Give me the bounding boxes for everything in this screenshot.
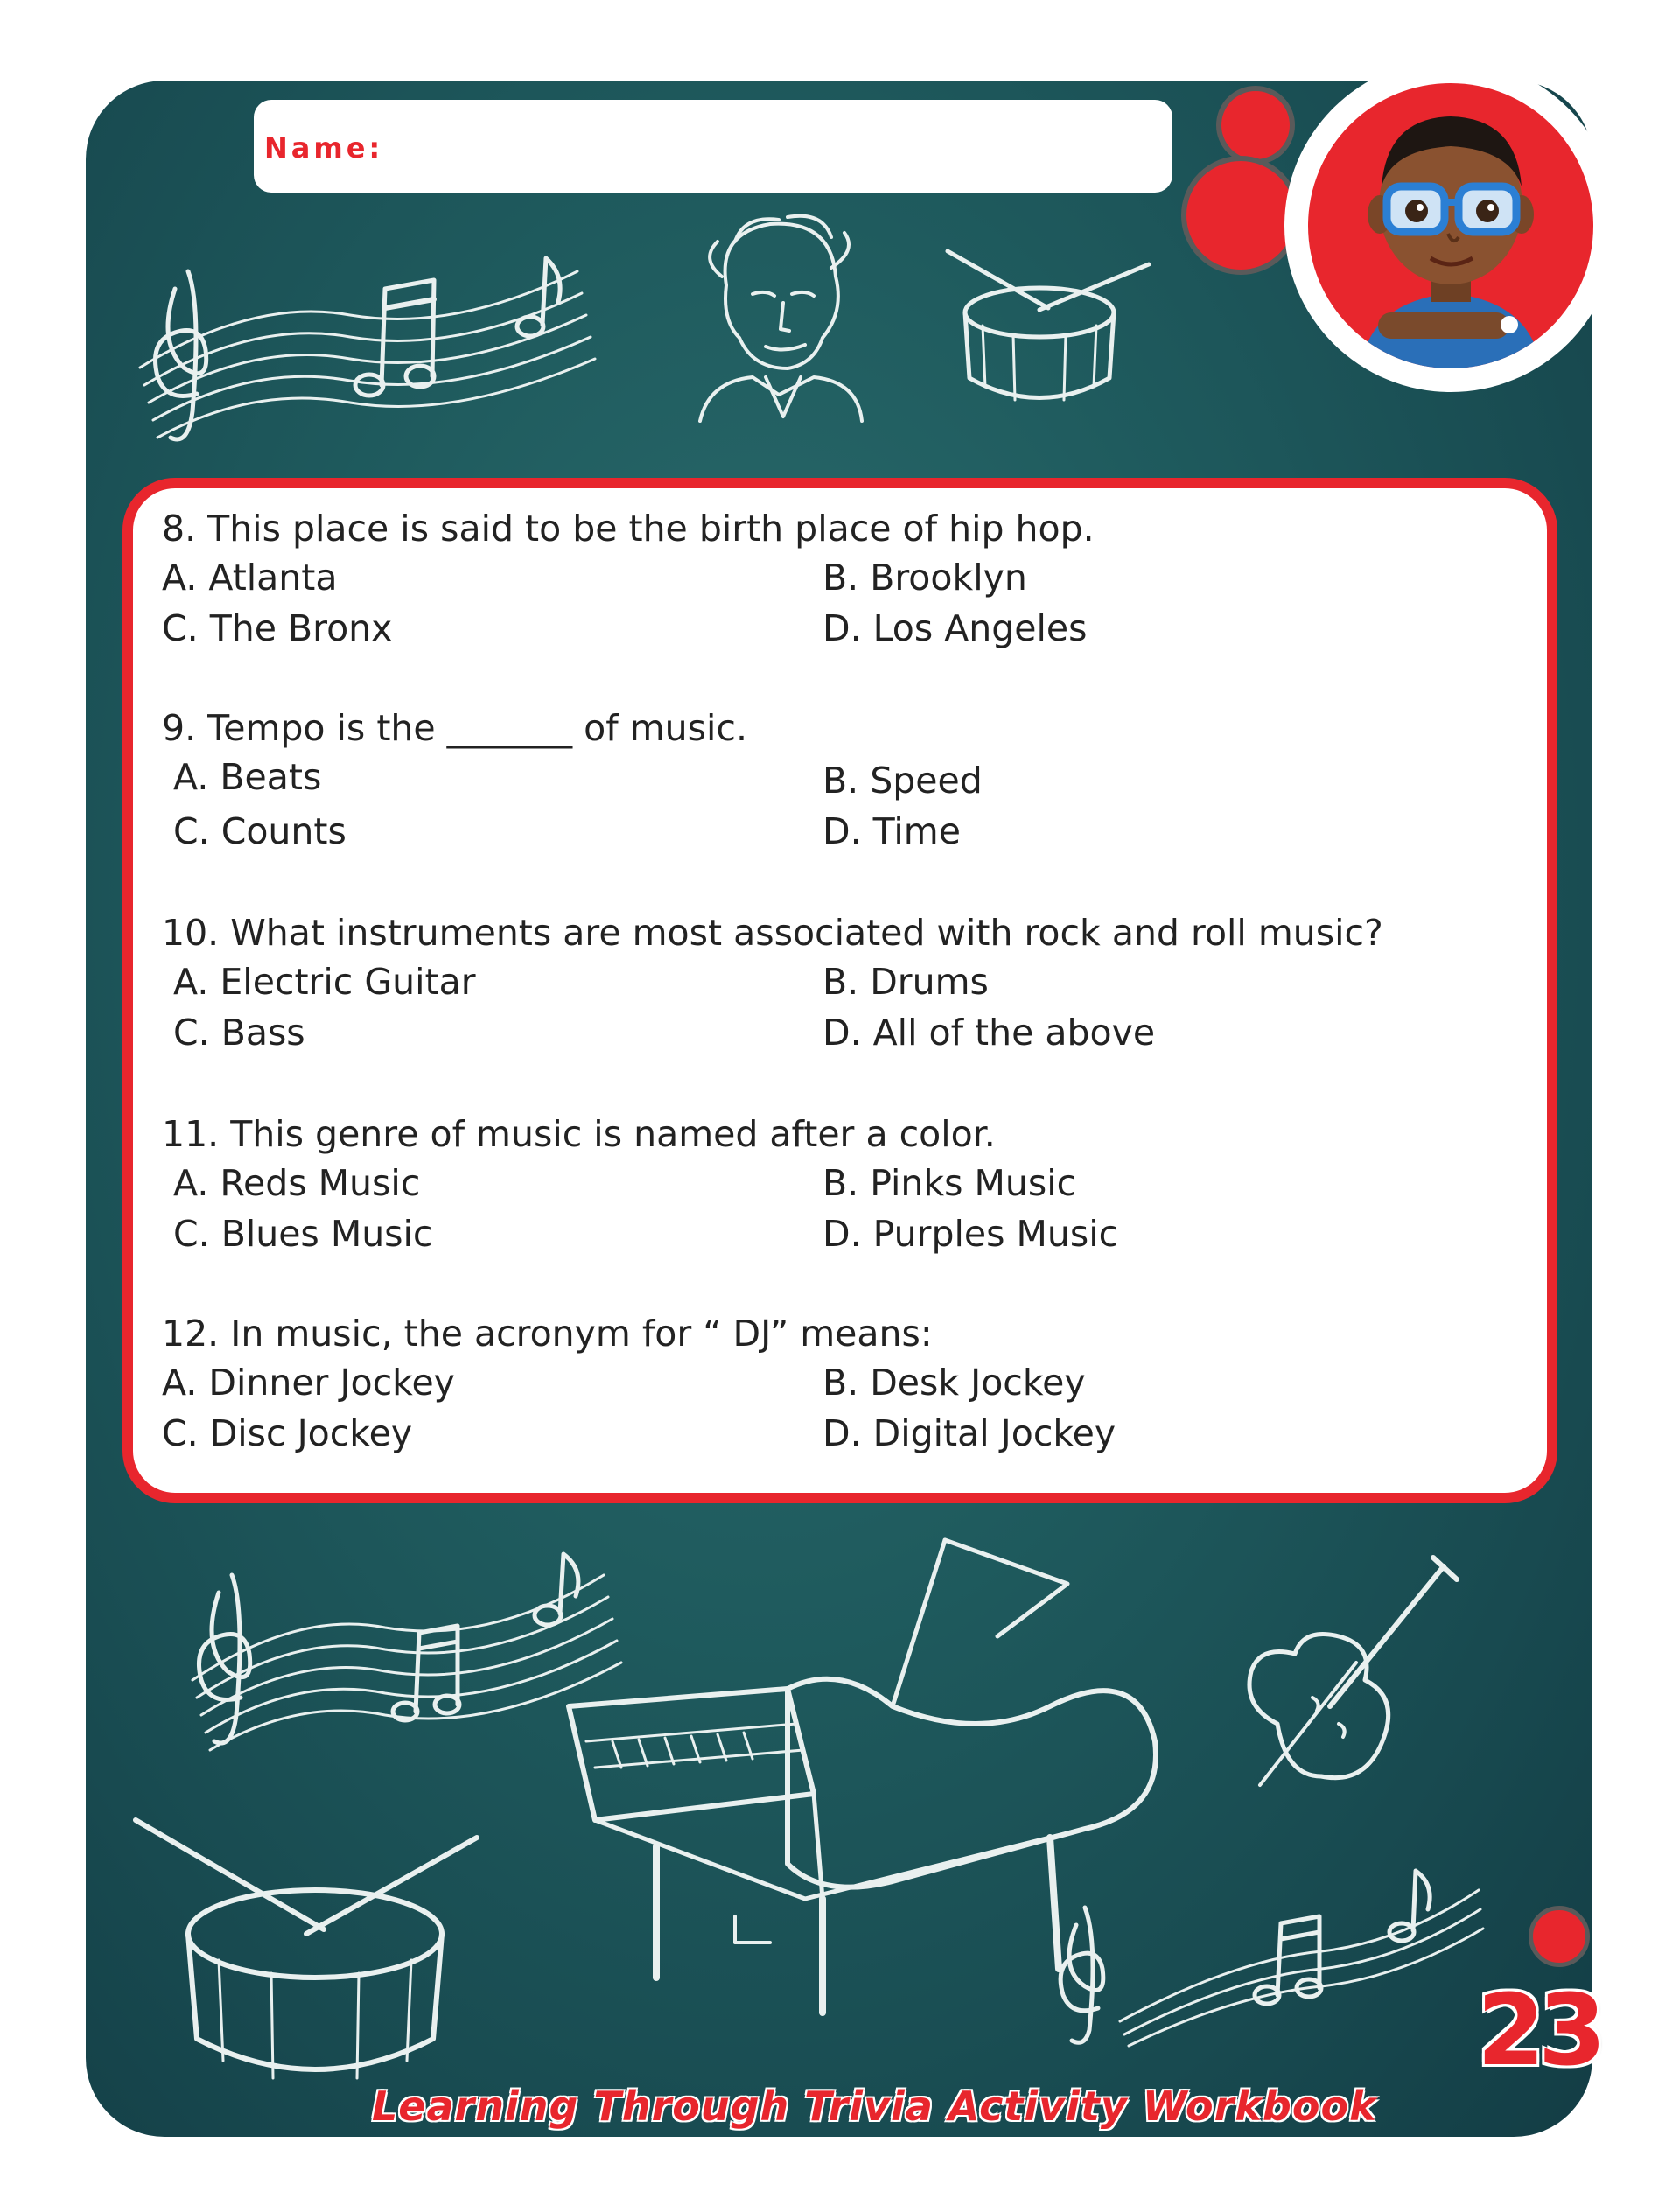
option-12d[interactable]: D. Digital Jockey (822, 1412, 1116, 1454)
name-label: Name: (264, 131, 384, 165)
option-9d[interactable]: D. Time (822, 810, 961, 852)
music-notes-icon (350, 254, 446, 411)
drum-icon-2 (131, 1811, 499, 2100)
music-note-icon-3 (1382, 1862, 1444, 1950)
option-10b[interactable]: B. Drums (822, 961, 989, 1003)
option-10a[interactable]: A. Electric Guitar (173, 961, 476, 1003)
drum-icon (943, 247, 1153, 422)
music-notes-icon-2 (389, 1615, 468, 1729)
option-8b[interactable]: B. Brooklyn (822, 557, 1027, 599)
option-10d[interactable]: D. All of the above (822, 1012, 1156, 1054)
question-10: 10. What instruments are most associated with rock and roll music? (162, 912, 1383, 954)
violin-icon (1225, 1549, 1470, 1811)
option-9a[interactable]: A. Beats (173, 756, 322, 798)
music-note-icon (513, 249, 574, 346)
option-8d[interactable]: D. Los Angeles (822, 607, 1088, 649)
decor-bubble-footer (1529, 1906, 1590, 1967)
option-12b[interactable]: B. Desk Jockey (822, 1362, 1086, 1404)
music-notes-icon-3 (1251, 1908, 1330, 2013)
option-12a[interactable]: A. Dinner Jockey (162, 1362, 455, 1404)
question-11: 11. This genre of music is named after a color. (162, 1113, 996, 1155)
workbook-title: Learning Through Trivia Activity Workbook (372, 2083, 1377, 2130)
option-9b[interactable]: B. Speed (822, 760, 983, 802)
page-number: 23 (1477, 1974, 1600, 2088)
question-8: 8. This place is said to be the birth place of hip hop. (162, 508, 1095, 550)
beethoven-portrait-icon (682, 207, 875, 425)
decor-bubble-medium (1181, 156, 1300, 275)
option-8c[interactable]: C. The Bronx (162, 607, 393, 649)
name-field[interactable] (254, 100, 1172, 193)
option-11d[interactable]: D. Purples Music (822, 1213, 1119, 1255)
decor-bubble-small (1216, 86, 1295, 165)
option-12c[interactable]: C. Disc Jockey (162, 1412, 413, 1454)
option-11c[interactable]: C. Blues Music (173, 1213, 433, 1255)
question-12: 12. In music, the acronym for “ DJ” means: (162, 1313, 933, 1355)
character-avatar-icon (1308, 83, 1593, 368)
option-9c[interactable]: C. Counts (173, 810, 346, 852)
question-9: 9. Tempo is the _______ of music. (162, 707, 747, 749)
option-10c[interactable]: C. Bass (173, 1012, 305, 1054)
option-11b[interactable]: B. Pinks Music (822, 1162, 1077, 1204)
option-8a[interactable]: A. Atlanta (162, 557, 338, 599)
option-11a[interactable]: A. Reds Music (173, 1162, 421, 1204)
